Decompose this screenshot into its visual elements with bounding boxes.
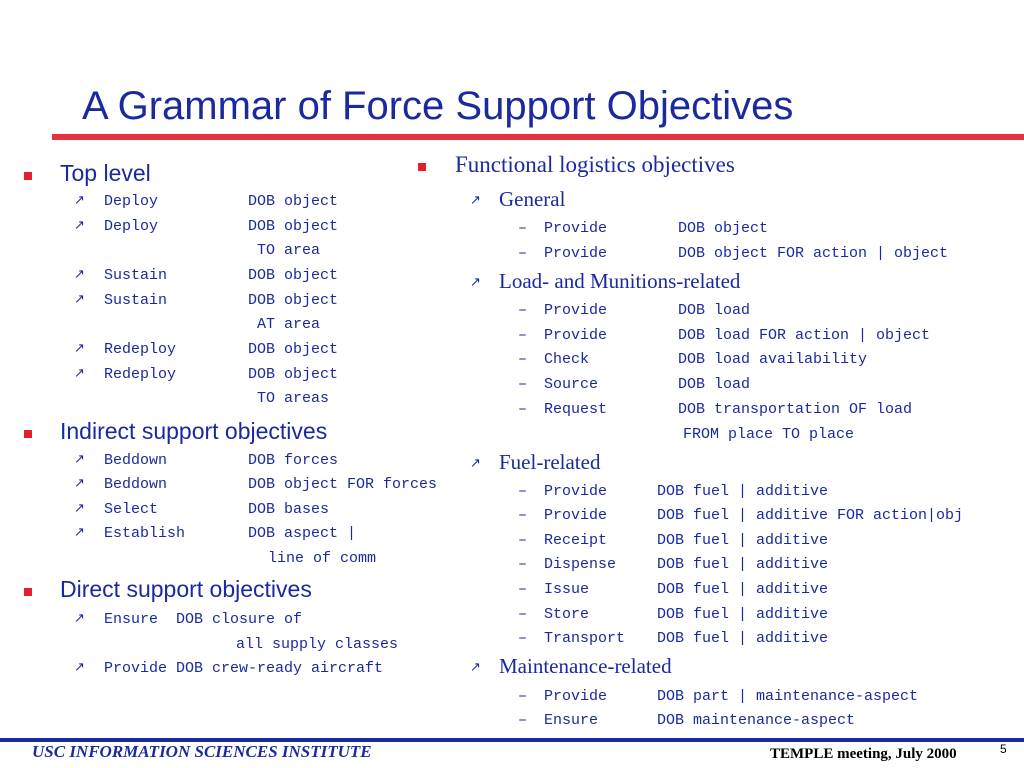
item-verb: Redeploy [104,366,177,383]
arrow-bullet-icon: ↗ [74,267,85,282]
item-verb: Sustain [104,267,168,284]
dash-bullet: – [518,688,528,705]
arrow-bullet-icon: ↗ [74,452,85,467]
item-verb: Receipt [544,532,608,549]
item-object: DOB bases [248,501,330,518]
item-object: DOB fuel | additive [657,556,829,573]
dash-bullet: – [518,376,528,393]
item-object: DOB object [248,341,339,358]
item-verb: Beddown [104,452,168,469]
item-verb: Transport [544,630,626,647]
item-object: DOB fuel | additive [657,532,829,549]
item-object: DOB load availability [678,351,868,368]
item-continuation: AT area [257,316,321,333]
arrow-bullet-icon: ↗ [74,341,85,356]
dash-bullet: – [518,245,528,262]
section-heading-top-level: Top level [60,160,151,186]
item-object: DOB transportation OF load [678,401,913,418]
item-object: DOB load [678,302,751,319]
dash-bullet: – [518,507,528,524]
item-object: DOB object [248,292,339,309]
dash-bullet: – [518,220,528,237]
arrow-bullet-icon: ↗ [74,611,85,626]
square-bullet-icon [24,430,32,438]
arrow-bullet-icon: ↗ [470,275,481,290]
item-verb: Deploy [104,193,159,210]
item-line: Ensure DOB closure of [104,611,303,628]
item-verb: Deploy [104,218,159,235]
dash-bullet: – [518,556,528,573]
arrow-bullet-icon: ↗ [74,476,85,491]
dash-bullet: – [518,351,528,368]
item-continuation: TO area [257,242,321,259]
arrow-bullet-icon: ↗ [74,501,85,516]
arrow-bullet-icon: ↗ [470,193,481,208]
item-continuation: FROM place TO place [683,426,855,443]
item-verb: Ensure [544,712,599,729]
item-object: DOB object [248,366,339,383]
item-object: DOB aspect | [248,525,357,542]
item-verb: Redeploy [104,341,177,358]
item-verb: Provide [544,220,608,237]
arrow-bullet-icon: ↗ [74,660,85,675]
square-bullet-icon [24,588,32,596]
item-object: DOB object [678,220,769,237]
arrow-bullet-icon: ↗ [74,218,85,233]
arrow-bullet-icon: ↗ [470,456,481,471]
item-verb: Beddown [104,476,168,493]
item-verb: Select [104,501,159,518]
item-verb: Provide [544,688,608,705]
item-verb: Establish [104,525,186,542]
arrow-bullet-icon: ↗ [74,193,85,208]
item-object: DOB fuel | additive [657,483,829,500]
item-object: DOB forces [248,452,339,469]
arrow-bullet-icon: ↗ [470,660,481,675]
dash-bullet: – [518,401,528,418]
item-verb: Store [544,606,590,623]
item-verb: Provide [544,507,608,524]
group-heading-maintenance: Maintenance-related [499,654,672,678]
slide-title: A Grammar of Force Support Objectives [82,84,794,128]
item-continuation: line of comm [268,550,377,567]
item-object: DOB object [248,218,339,235]
arrow-bullet-icon: ↗ [74,366,85,381]
square-bullet-icon [418,163,426,171]
dash-bullet: – [518,483,528,500]
item-object: DOB load [678,376,751,393]
item-object: DOB maintenance-aspect [657,712,856,729]
dash-bullet: – [518,606,528,623]
section-heading-direct-support: Direct support objectives [60,576,312,602]
item-verb: Provide [544,302,608,319]
item-verb: Provide [544,327,608,344]
item-object: DOB part | maintenance-aspect [657,688,919,705]
item-object: DOB load FOR action | object [678,327,931,344]
item-object: DOB object [248,193,339,210]
arrow-bullet-icon: ↗ [74,292,85,307]
group-heading-load-munitions: Load- and Munitions-related [499,269,741,293]
dash-bullet: – [518,630,528,647]
item-object: DOB fuel | additive [657,606,829,623]
item-object: DOB object FOR forces [248,476,438,493]
footer-meeting: TEMPLE meeting, July 2000 [770,746,957,762]
title-underline [52,134,1024,140]
group-heading-fuel: Fuel-related [499,450,601,474]
item-object: DOB object FOR action | object [678,245,949,262]
dash-bullet: – [518,581,528,598]
page-number: 5 [1000,742,1007,756]
dash-bullet: – [518,532,528,549]
item-object: DOB fuel | additive [657,630,829,647]
footer-institute: USC INFORMATION SCIENCES INSTITUTE [32,742,372,761]
section-heading-functional-logistics: Functional logistics objectives [455,152,735,177]
section-heading-indirect-support: Indirect support objectives [60,418,328,444]
group-heading-general: General [499,187,566,211]
dash-bullet: – [518,327,528,344]
item-verb: Provide [544,483,608,500]
item-verb: Issue [544,581,590,598]
item-continuation: all supply classes [236,636,399,653]
item-verb: Check [544,351,590,368]
item-object: DOB fuel | additive FOR action|obj [657,507,964,524]
dash-bullet: – [518,302,528,319]
item-verb: Request [544,401,608,418]
item-line: Provide DOB crew-ready aircraft [104,660,384,677]
item-object: DOB fuel | additive [657,581,829,598]
item-verb: Provide [544,245,608,262]
item-object: DOB object [248,267,339,284]
item-verb: Source [544,376,599,393]
arrow-bullet-icon: ↗ [74,525,85,540]
item-continuation: TO areas [257,390,330,407]
item-verb: Dispense [544,556,617,573]
dash-bullet: – [518,712,528,729]
square-bullet-icon [24,172,32,180]
item-verb: Sustain [104,292,168,309]
